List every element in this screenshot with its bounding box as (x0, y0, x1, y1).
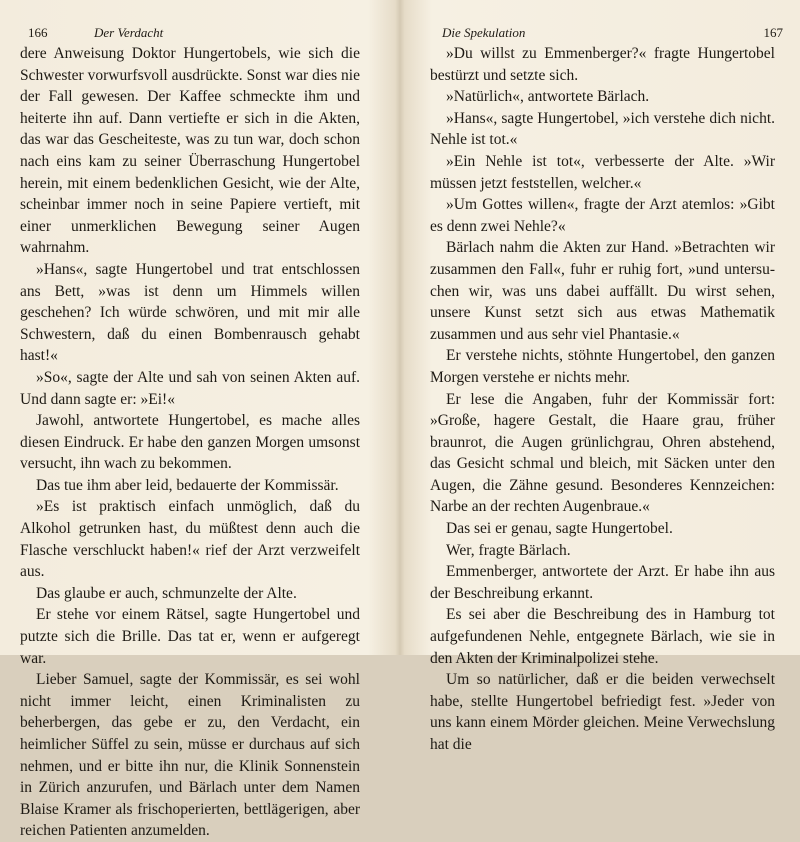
paragraph: Er stehe vor einem Rätsel, sagte Hungertobel und putzte sich die Brille. Das tat er, wenn er aufgeregt war. (20, 606, 360, 667)
paragraph: »Du willst zu Emmenberger?« fragte Hungertobel bestürzt und setzte sich. (430, 45, 775, 84)
paragraph: Jawohl, antwortete Hungertobel, es mache alles diesen Eindruck. Er habe den ganzen Morgen umsonst versucht, ihn wach zu bekommen. (20, 412, 360, 473)
left-page-text (20, 43, 360, 842)
paragraph: Bärlach nahm die Akten zur Hand. »Betrachten wir zusammen den Fall«, fuhr er ruhig fort, »und untersuchen wir, was uns dabei auffällt. Du wirst sehen, unsere Kunst setzt sich aus etwas Mathematik zusammen und aus sehr viel Phantasie.« (430, 239, 775, 343)
right-page (400, 0, 800, 753)
page-number: 167 (763, 25, 783, 40)
paragraph: Wer, fragte Bärlach. (446, 541, 571, 559)
running-title: Die Spekulation (442, 25, 526, 40)
paragraph: Emmenberger, antwortete der Arzt. Er habe ihn aus der Beschreibung erkannt. (430, 563, 775, 602)
paragraph: Das sei er genau, sagte Hungertobel. (446, 520, 673, 538)
paragraph: »Ein Nehle ist tot«, verbesserte der Alte. »Wir müssen jetzt feststellen, welcher.« (430, 152, 775, 192)
paragraph: »Um Gottes willen«, fragte der Arzt atemlos: »Gibt es denn zwei Nehle?« (430, 196, 775, 235)
left-page (0, 0, 400, 840)
paragraph: »So«, sagte der Alte und sah von seinen Akten auf. Und dann sagte er: »Ei!« (20, 368, 360, 408)
paragraph: »Hans«, sagte Hungertobel, »ich verstehe dich nicht. Nehle ist tot.« (430, 109, 775, 149)
right-page-text (430, 43, 775, 756)
paragraph: »Es ist praktisch einfach unmöglich, daß du Alkohol getrunken hast, du müßtest denn auch die Flasche verschluckt haben!« rief der Arzt verzweifelt aus. (20, 498, 360, 581)
left-page-header (28, 25, 358, 41)
running-title: Der Verdacht (94, 25, 164, 40)
paragraph: Um so natürlicher, daß er die beiden verwechselt habe, stellte Hungertobel befriedigt fest. »Jeder von uns kann einem Mörder gleichen. Meine Verwechslung hat die (430, 671, 775, 753)
paragraph: »Natürlich«, antwortete Bärlach. (446, 88, 650, 106)
right-page-header (434, 25, 786, 41)
paragraph: Es sei aber die Beschreibung des in Hamburg tot aufgefundenen Nehle, entgegnete Bärlach, wie sie in den Akten der Kriminalpolizei stehe. (430, 606, 775, 667)
page-number: 166 (28, 25, 48, 40)
paragraph: Das glaube er auch, schmunzelte der Alte. (36, 584, 297, 602)
paragraph: Lieber Samuel, sagte der Kommissär, es sei wohl nicht immer leicht, einen Kriminalisten zu beherbergen, das gebe er zu, den Verdacht, ein heimlicher Süffel zu sein, müsse er durchaus auf sich nehmen, und er bitte ihn nur, die Klinik Sonnenstein in Zürich anzurufen, und Bärlach unter dem Namen Blaise Kramer als frischoperierten, bettlägerigen, aber reichen Patienten anzumelden. (20, 671, 360, 840)
paragraph: dere Anweisung Doktor Hungertobels, wie sich die Schwester vorwurfsvoll ausdrückte. Sonst war dies nie der Fall gewesen. Der Kaffee schmeckte ihm und heiterte ihn auf. Dann vertiefte er sich in die Akten, das war das Gescheiteste, was zu tun war, doch schon nach eins kam zu seiner Überraschung Hungertobel herein, mit einem bedenklichen Gesicht, wie der Alte, scheinbar immer noch in seine Papiere vertieft, mit einer unmerklichen Bewegung seiner Augen wahrnahm. (20, 45, 360, 257)
paragraph: »Hans«, sagte Hungertobel und trat entschlossen ans Bett, »was ist denn um Himmels willen geschehen? Ich würde schwören, und mit mir alle Schwestern, daß du einen Bombenrausch gehabt hast!« (20, 260, 360, 365)
paragraph: Das tue ihm aber leid, bedauerte der Kommissär. (36, 476, 339, 494)
paragraph: Er verstehe nichts, stöhnte Hungertobel, den ganzen Morgen verstehe er nichts mehr. (430, 347, 775, 386)
paragraph: Er lese die Angaben, fuhr der Kommissär fort: »Große, hagere Gestalt, die Haare grau, früher braunrot, die Augen grünlichgrau, Ohren abstehend, das Gesicht schmal und bleich, mit Säcken unter den Augen, die Zähne gesund. Besonderes Kennzeichen: Narbe an der rechten Augenbraue.« (430, 390, 775, 516)
